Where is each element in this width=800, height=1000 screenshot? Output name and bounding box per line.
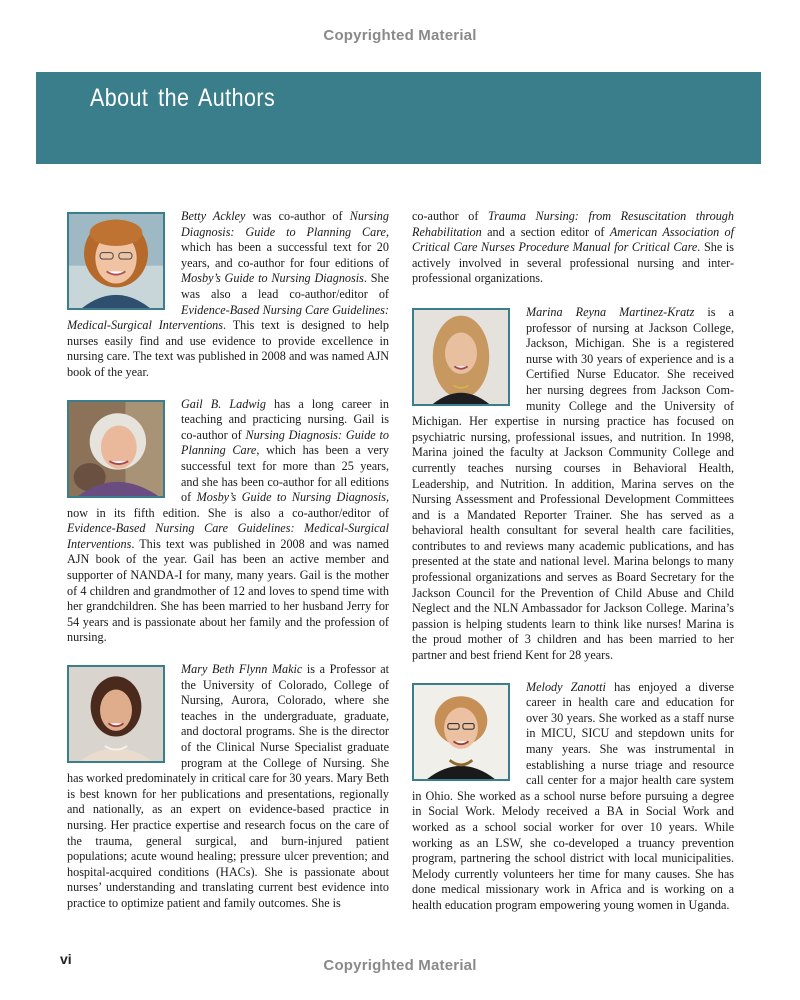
bio-text: . This text was published in 2008 and was named AJN book of the year. Gail has been an active member and supporter of NANDA-I for many, many years. Gail is the mother of 4 children and grandmother of 12 and loves to spend time with her grandchildren. She has been married to her husband Jerry for 54 years and is passionate about her family and the profession of nursing. (67, 536, 389, 645)
left-column (67, 209, 389, 928)
author-photo-melody-zanotti (412, 683, 510, 781)
bio-text: has a long career in teaching and practicing nursing. Gail is co-author of (181, 396, 389, 442)
portrait-image (69, 667, 163, 761)
bio-text: . She was also a lead co-author/editor of (181, 271, 390, 301)
author-photo-mary-beth-makic (67, 665, 165, 763)
author-photo-gail-ladwig (67, 400, 165, 498)
book-title: Evidence-Based Nursing Care Guidelines: Medical-Surgical Interventions (67, 521, 389, 551)
author-photo-betty-ackley (67, 212, 165, 310)
copyright-watermark-bottom: Copyrighted Material (323, 957, 477, 974)
right-column (412, 209, 734, 930)
book-title: Evidence-Based Nursing Care Guidelines: Medical-Surgical Interventions (67, 302, 389, 333)
bio-text: was co-author of (245, 209, 350, 223)
portrait-image (414, 310, 508, 404)
bio-text: which has been a successful text for 20 years, and co-author for four editions of (181, 240, 389, 270)
author-name: Gail B. Ladwig (181, 396, 266, 411)
portrait-image (69, 402, 163, 496)
bio-text: . This text is designed to help nurses easily find and use evidence to provide excellence in nursing care. The text was published in 2008 and was named AJN book of the year. (67, 318, 389, 379)
book-title: Mosby’s Guide to Nursing Diagnosis (181, 271, 364, 286)
author-bio (67, 397, 389, 647)
continued-bio-text (412, 209, 734, 287)
author-name: Mary Beth Flynn Makic (181, 662, 303, 677)
book-title: American Association of Critical Care Nurses Procedure Manual for Critical Care. (412, 224, 735, 255)
book-title: Trauma Nursing: from Resuscitation through Rehabilitation (412, 209, 734, 239)
section-header-banner (36, 72, 761, 164)
bio-text: and a section editor of (481, 224, 610, 239)
author-bio (67, 662, 389, 912)
bio-text: is a professor of nursing at Jackson College, Jackson, Michigan. She is a registered nurse with 30 years of experience and is a Certified Nurse Educator. She received her nursing degrees from Jackson Community College and the University of Michigan. Her expertise in nursing practice has focused on psychiatric nursing, professional issues, and nutrition. In 1998, Marina joined the faculty at Jackson Community College and currently teaches nursing courses in Behavioral Health, Leadership, and Nutrition. In addition, Marina serves on the Nursing Assessment and Professional Development Committees and is a Mandated Reporter Trainer. She has served as a behavioral health consultant for several health care facilities, contributes to and reviews many academic publications, and has presented at the state and national level. Marina belongs to many professional organizations and serves as Board Secretary for the Jackson Council for the Prevention of Child Abuse and Child Neglect and the NLN Ambassador for Jackson College. Marina’s passion is helping students learn to think like nurses! Marina is the proud mother of 3 children and has been married to her partner and best friend Kent for 28 years. (412, 304, 734, 663)
author-bio (67, 209, 389, 381)
author-name: Marina Reyna Martinez-Kratz (526, 304, 695, 319)
author-name: Melody Zanotti (526, 679, 606, 694)
book-title: Mosby’s Guide to Nursing Diagnosis, (196, 490, 390, 505)
book-title: Nursing Diagnosis: Guide to Planning Care, (181, 209, 389, 239)
bio-text: which has been a very successful text for more than 25 years, and she has been co-author for all editions of (181, 443, 390, 505)
author-bio (412, 680, 734, 914)
bio-text: now in its fifth edition. She is also a co-author/editor of (67, 505, 389, 520)
bio-text: co-author of (412, 209, 489, 223)
author-bio (412, 305, 734, 664)
author-name: Betty Ackley (181, 209, 246, 223)
portrait-image (414, 685, 508, 779)
bio-text: She is actively involved in several professional nursing and inter-professional organizations. (412, 240, 734, 286)
page-number: vi (60, 951, 72, 967)
author-photo-marina-martinez-kratz (412, 308, 510, 406)
bio-text: has enjoyed a diverse career in health care and education for over 30 years. She worked as a staff nurse in MICU, SICU and stepdown units for many years. She was instrumental in establishing a nurse triage and resource call center for a major health care system in Ohio. She worked as a school nurse before pursuing a degree in Social Work. Melody received a BA in Social Work and worked as a school social worker for over 10 years. While working as an LSW, she co-developed a truancy prevention program, partnering the school district with local municipalities. Melody currently volunteers her time for many causes. She has done medical missionary work in Africa and is working on a health education program empowering young women in Uganda. (412, 679, 734, 912)
bio-text: is a Professor at the University of Colorado, College of Nursing, Aurora, Colorado, where she teaches in the undergraduate, graduate, and doctoral programs. She is the director of the Clinical Nurse Specialist graduate program at the College of Nursing. She has worked predominately in critical care for 30 years. Mary Beth is best known for her publications and presentations, regionally and nationally, as an expert on evidence-based practice in nursing. Her practice expertise and research focus on the care of the trauma, general surgical, and burn-injured patient populations; acute wound healing; pressure ulcer prevention; and hospital-acquired conditions (HACs). She is passionate about nurses’ understanding and translating current best evidence into practice to optimize patient and family outcomes. She is (67, 662, 389, 910)
portrait-image (69, 214, 163, 308)
copyright-watermark-top: Copyrighted Material (323, 27, 477, 44)
book-title: Nursing Diagnosis: Guide to Planning Care, (181, 427, 389, 458)
page-title: About the Authors (90, 84, 276, 112)
